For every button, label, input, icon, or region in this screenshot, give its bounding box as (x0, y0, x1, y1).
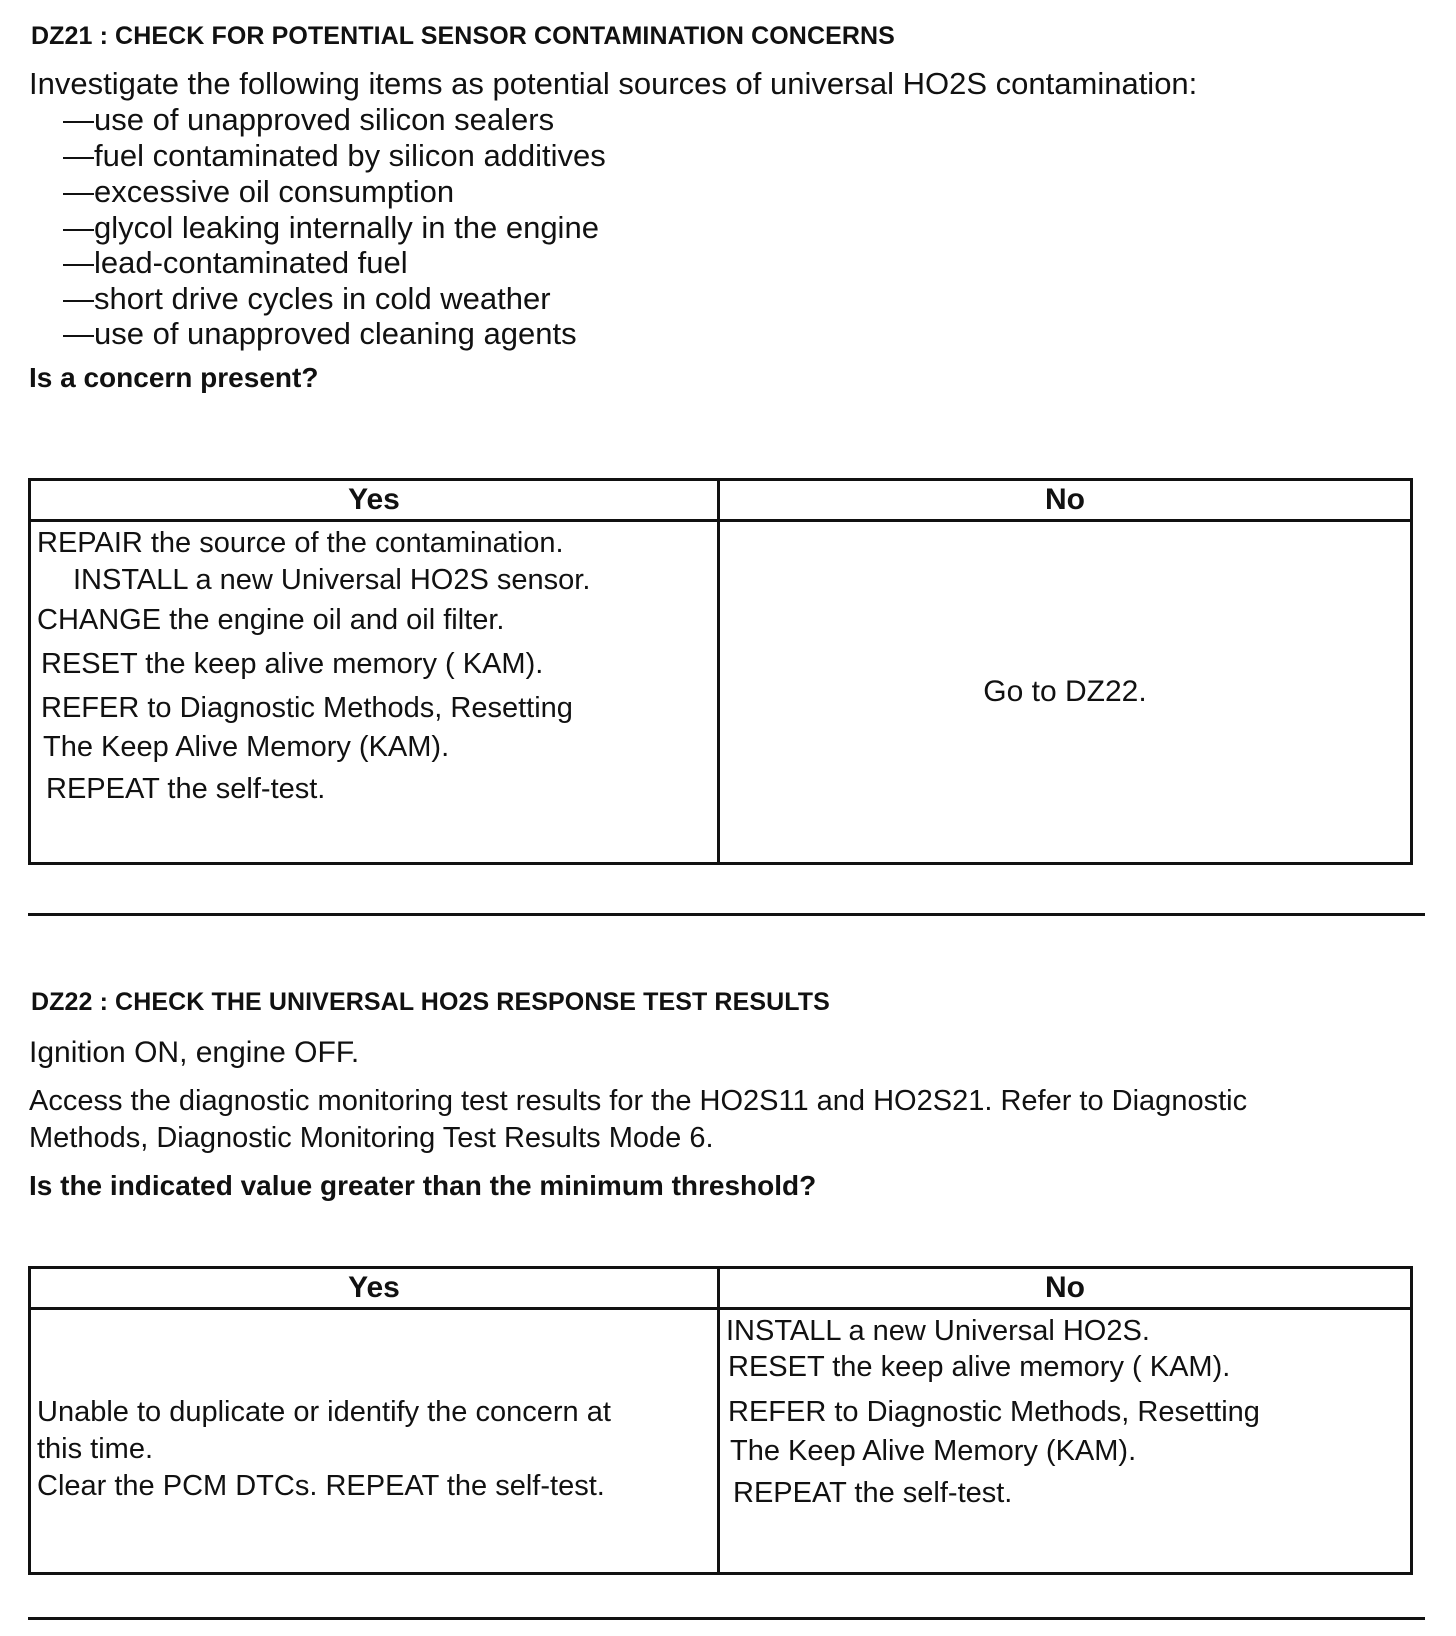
dz22-no-cell (719, 1309, 1412, 1574)
dz21-decision-table (28, 478, 1413, 865)
dz21-question: Is a concern present? (29, 362, 319, 393)
dz22-no-line: INSTALL a new Universal HO2S. (726, 1315, 1150, 1347)
dz22-yes-header: Yes (30, 1268, 719, 1309)
dz22-step1: Ignition ON, engine OFF. (29, 1036, 360, 1069)
dz21-intro: Investigate the following items as potential sources of universal HO2S contamination: (29, 66, 1198, 101)
contamination-item: —excessive oil consumption (63, 174, 455, 209)
contamination-item: —short drive cycles in cold weather (63, 281, 551, 316)
contamination-item: —use of unapproved silicon sealers (63, 102, 555, 137)
dz22-no-line: REPEAT the self-test. (733, 1477, 1013, 1509)
contamination-item: —use of unapproved cleaning agents (63, 316, 577, 351)
dz21-yes-line: RESET the keep alive memory ( KAM). (41, 648, 544, 680)
dz21-no-text: Go to DZ22. (983, 675, 1147, 708)
contamination-item: —lead-contaminated fuel (63, 245, 408, 280)
section-divider (28, 913, 1425, 916)
dz21-yes-header: Yes (30, 480, 719, 521)
dz21-yes-cell (30, 521, 719, 864)
contamination-item: —glycol leaking internally in the engine (63, 210, 599, 245)
dz22-question: Is the indicated value greater than the minimum threshold? (29, 1170, 817, 1201)
dz22-no-line: The Keep Alive Memory (KAM). (730, 1435, 1137, 1467)
dz21-yes-line: REPEAT the self-test. (46, 773, 326, 805)
dz22-yes-line: this time. (37, 1433, 154, 1465)
dz21-no-header: No (719, 480, 1412, 521)
dz21-yes-line: CHANGE the engine oil and oil filter. (37, 604, 505, 636)
dz21-yes-line: INSTALL a new Universal HO2S sensor. (73, 564, 591, 596)
dz21-yes-line: REPAIR the source of the contamination. (37, 527, 564, 559)
dz22-decision-table (28, 1266, 1413, 1575)
contamination-item: —fuel contaminated by silicon additives (63, 138, 606, 173)
dz22-heading: DZ22 : CHECK THE UNIVERSAL HO2S RESPONSE TEST RESULTS (31, 988, 830, 1016)
dz22-yes-cell (30, 1309, 719, 1574)
dz22-yes-line: Unable to duplicate or identify the concern at (37, 1396, 611, 1428)
dz22-step2-line2: Methods, Diagnostic Monitoring Test Results Mode 6. (29, 1122, 714, 1154)
dz21-heading: DZ21 : CHECK FOR POTENTIAL SENSOR CONTAMINATION CONCERNS (31, 22, 895, 50)
dz21-yes-line: REFER to Diagnostic Methods, Resetting (41, 692, 573, 724)
dz22-no-header: No (719, 1268, 1412, 1309)
dz21-yes-line: The Keep Alive Memory (KAM). (43, 731, 450, 763)
dz22-no-line: RESET the keep alive memory ( KAM). (728, 1351, 1231, 1383)
dz21-no-cell (719, 521, 1412, 864)
section-divider (28, 1617, 1425, 1620)
dz22-yes-line: Clear the PCM DTCs. REPEAT the self-test. (37, 1470, 605, 1502)
dz22-step2-line1: Access the diagnostic monitoring test results for the HO2S11 and HO2S21. Refer to Diagnostic (29, 1085, 1248, 1117)
dz22-no-line: REFER to Diagnostic Methods, Resetting (728, 1396, 1260, 1428)
